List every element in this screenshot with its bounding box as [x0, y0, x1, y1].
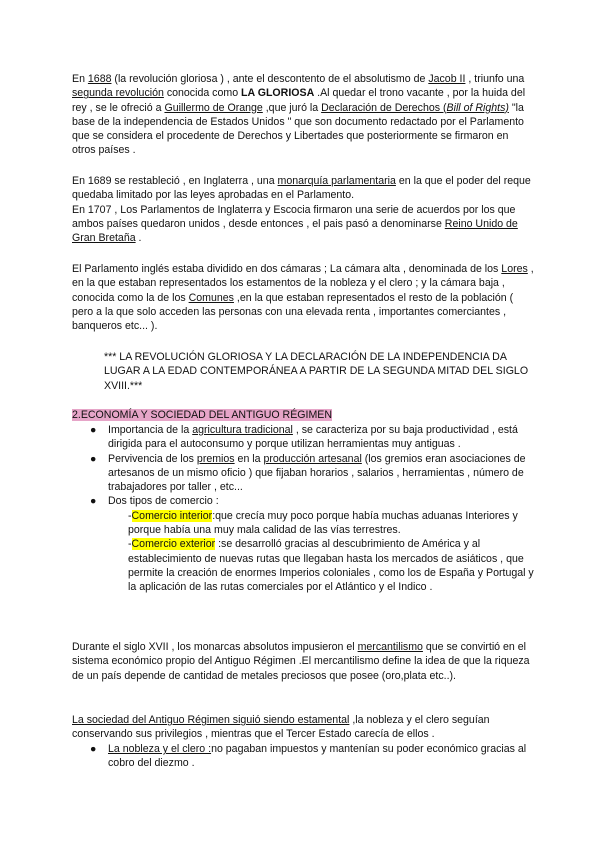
paragraph-summary-note — [72, 350, 534, 393]
text: conocida como — [163, 87, 242, 100]
underlined-term: Lores — [501, 263, 528, 275]
text: ,en la que estaban representados el resto de la población ( pero a la que solo acceden las personas con una elevada renta , importantes comerciantes , banqueros etc... ). — [72, 291, 514, 333]
underlined-term: Guillermo de Orange — [164, 101, 263, 114]
list-item — [72, 742, 534, 771]
economy-list — [72, 423, 534, 595]
text: Importancia de la — [108, 424, 193, 436]
text: Dos tipos de comercio : — [108, 495, 219, 508]
list-item — [72, 452, 534, 495]
text: , triunfo una — [465, 73, 525, 85]
text: no pagaban impuestos y mantenían su poder económico gracias al cobro del diezmo . — [108, 743, 527, 770]
paragraph-mercantilism — [72, 640, 534, 683]
sub-item-internal-trade — [72, 509, 534, 538]
bullet-icon: ● — [90, 424, 97, 436]
text: ,que juró la — [262, 101, 322, 114]
text: El Parlamento inglés estaba dividido en dos cámaras ; La cámara alta , denominada de los — [72, 263, 502, 275]
paragraph-1689 — [72, 174, 534, 245]
dash: - — [128, 509, 132, 522]
text: , se caracteriza por su baja productividad , está dirigida para el autoconsumo y porque utilizan herramientas muy antiguas . — [108, 424, 518, 451]
heading-text: 2.ECONOMÍA Y SOCIEDAD DEL ANTIGUO RÉGIMEN — [72, 409, 332, 421]
paragraph-parliament — [72, 262, 534, 333]
bullet-icon: ● — [90, 452, 97, 465]
underlined-term: mercantilismo — [357, 641, 423, 653]
underlined-term: La sociedad del Antiguo Régimen siguió siendo estamental — [72, 714, 350, 726]
note-text: *** LA REVOLUCIÓN GLORIOSA Y LA DECLARACIÓN DE LA INDEPENDENCIA DA LUGAR A LA EDAD CONTEMPORÁNEA A PARTIR DE LA SEGUNDA MITAD DEL SIGLO XVIII.*** — [104, 351, 529, 392]
underlined-term: Comunes — [188, 291, 234, 304]
underlined-term: monarquía parlamentaria — [277, 175, 396, 187]
text: en la que el poder del reque quedaba limitado por las leyes aprobadas en el Parlamento. — [72, 175, 531, 202]
underlined-term: segunda revolución — [72, 87, 164, 100]
text: , en la que estaban representados los estamentos de la nobleza y el clero ; y la cámara baja , conocida como la de los — [72, 263, 534, 304]
highlighted-term: Comercio interior — [131, 509, 213, 522]
text: .Al quedar el trono vacante , por la huida del rey , se le ofreció a — [72, 87, 526, 114]
text: Durante el siglo XVII , los monarcas absolutos impusieron el — [72, 641, 358, 653]
bullet-icon: ● — [90, 495, 97, 508]
text: :que crecía muy poco porque había muchas aduanas Interiores y porque había una muy mala calidad de las vías terrestres. — [128, 509, 518, 537]
text: . — [135, 232, 142, 245]
text: ,la nobleza y el clero seguían conservando sus privilegios , mientras que el Tercer Estado carecía de ellos . — [72, 714, 490, 741]
underlined-italic-term: Bill of Rights) — [446, 101, 509, 114]
underlined-term: Reino Unido de Gran Bretaña — [72, 217, 518, 245]
underlined-term: Declaración de Derechos ( — [321, 101, 447, 114]
underlined-term: Jacob II — [428, 73, 466, 85]
text: :se desarrolló gracias al descubrimiento de América y al establecimiento de nuevas rutas que llegaban hasta los mercados de asiáticos , que permite la creación de enormes Imperios coloniales , como los de España y Portugal y la aplicación de las rutas comerciales por el Atlántico y el Indico . — [128, 538, 534, 594]
underlined-term: premios — [196, 452, 235, 465]
paragraph-society — [72, 713, 534, 742]
text: (los gremios eran asociaciones de artesanos de un mismo oficio ) que fijaban horarios , salarios , herramientas , número de trabajadores por taller , etc... — [108, 452, 526, 494]
society-list — [72, 742, 534, 771]
section-heading — [72, 408, 534, 422]
text: en la — [234, 452, 264, 465]
underlined-term: La nobleza y el clero : — [108, 743, 212, 755]
bullet-icon: ● — [90, 743, 97, 755]
list-item — [72, 423, 534, 452]
text: En 1707 , Los Parlamentos de Inglaterra y Escocia firmaron una serie de acuerdos por los que ambos países quedaron unidos , desde entonces , el pais pasó a denominarse — [72, 203, 516, 230]
list-item — [72, 494, 534, 594]
text: Pervivencia de los — [108, 452, 197, 465]
dash: - — [128, 538, 132, 551]
sub-item-external-trade — [72, 537, 534, 594]
text: (la revolución gloriosa ) , ante el descontento de el absolutismo de — [111, 73, 429, 85]
text: En 1689 se restableció , en Inglaterra , una — [72, 175, 278, 187]
underlined-term: 1688 — [87, 73, 112, 85]
text: "la base de la independencia de Estados Unidos " que son documento redactado por el Parlamento que se considera el procedente de Derechos y Libertades que posteriormente se firmaron en otros países . — [72, 101, 524, 157]
paragraph-glorious-revolution — [72, 72, 534, 158]
highlighted-term: Comercio exterior — [131, 538, 216, 551]
text: que se convirtió en el sistema económico propio del Antiguo Régimen .El mercantilismo define la idea de que la riqueza de un país depende de cantidad de metales preciosos que posee (oro,plata etc..). — [72, 641, 530, 682]
underlined-term: producción artesanal — [263, 452, 362, 465]
text: En — [72, 73, 88, 85]
bold-term: LA GLORIOSA — [241, 87, 315, 100]
underlined-term: agricultura tradicional — [192, 424, 293, 436]
